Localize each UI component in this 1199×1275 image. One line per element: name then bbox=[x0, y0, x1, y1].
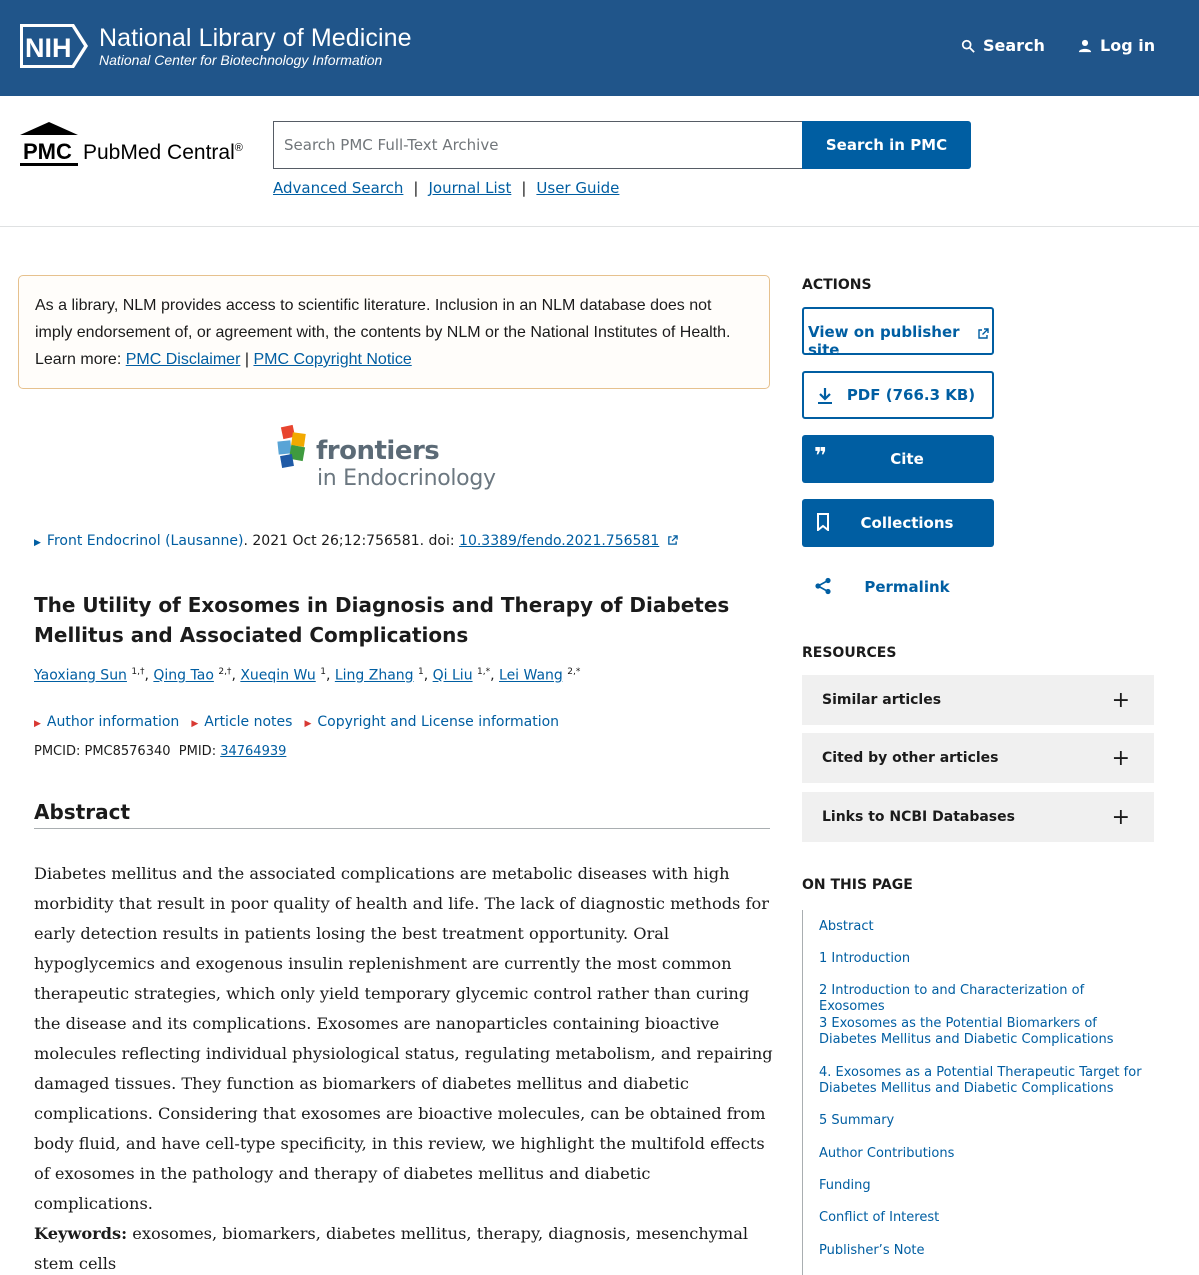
journal-logo-line2: in Endocrinology bbox=[317, 466, 496, 491]
resources-heading: RESOURCES bbox=[802, 645, 897, 661]
plus-icon: + bbox=[1111, 688, 1130, 713]
pmc-name bbox=[83, 141, 243, 165]
abstract-text: Diabetes mellitus and the associated complications are metabolic diseases with high morbidity that result in poor quality of health and life. The lack of diagnostic methods for early detection results in patients losing the best treatment opportunity. Oral hypoglycemics and exogenous insulin replenishment are currently the most common therapeutic strategies, which only yield temporary glycemic control rather than curing the disease and its complications. Exosomes are nanoparticles containing bioactive molecules reflecting individual physiological status, regulating metabolism, and repairing damaged tissues. They function as biomarkers of diabetes mellitus and diabetic complications. Considering that exosomes are bioactive molecules, can be obtained from body fluid, and have cell-type specificity, in this review, we highlight the multifold effects of exosomes in the pathology and therapy of diabetes mellitus and diabetic complications. bbox=[34, 864, 773, 1213]
toc-link-summary[interactable]: 5 Summary bbox=[819, 1113, 895, 1128]
toc-link-abstract[interactable]: Abstract bbox=[819, 919, 874, 934]
author-affiliation: 2,† bbox=[218, 667, 232, 677]
header-search-button[interactable] bbox=[961, 36, 1045, 55]
pdf-download-button[interactable] bbox=[802, 371, 994, 419]
cite-label: Cite bbox=[890, 450, 924, 468]
author-link[interactable]: Qi Liu bbox=[432, 667, 473, 684]
author-information-label: Author information bbox=[46, 714, 180, 730]
author-affiliation: 2,* bbox=[567, 667, 581, 677]
expand-triangle-icon: ▶ bbox=[34, 538, 41, 548]
frontiers-cube-icon bbox=[276, 424, 314, 470]
pmid-label: PMID: bbox=[178, 744, 217, 759]
plus-icon: + bbox=[1111, 805, 1130, 830]
search-icon bbox=[961, 39, 975, 53]
learn-more-label: Learn more: bbox=[35, 351, 122, 368]
quote-icon: ❞ bbox=[814, 444, 827, 469]
nlm-title[interactable]: National Library of Medicine bbox=[99, 24, 412, 52]
actions-heading: ACTIONS bbox=[802, 277, 872, 293]
pmc-name-text: PubMed Central bbox=[83, 141, 235, 164]
view-on-publisher-button[interactable] bbox=[802, 307, 994, 359]
toc-link-section-4[interactable]: 4. Exosomes as a Potential Therapeutic Target for Diabetes Mellitus and Diabetic Complications bbox=[819, 1065, 1142, 1096]
collections-button[interactable] bbox=[802, 499, 994, 547]
pmc-disclaimer-link[interactable]: PMC Disclaimer bbox=[125, 351, 241, 368]
journal-logo[interactable] bbox=[276, 424, 536, 496]
svg-text:NIH: NIH bbox=[25, 33, 72, 63]
separator: | bbox=[521, 179, 527, 197]
nlm-disclaimer bbox=[18, 275, 770, 389]
plus-icon: + bbox=[1111, 746, 1130, 771]
pmc-copyright-link[interactable]: PMC Copyright Notice bbox=[253, 351, 412, 368]
ncbi-links-accordion[interactable] bbox=[802, 792, 1154, 842]
author-affiliation: 1 bbox=[320, 667, 326, 677]
abstract-heading: Abstract bbox=[34, 800, 770, 829]
permalink-button[interactable] bbox=[802, 563, 994, 611]
login-button[interactable] bbox=[1078, 36, 1155, 55]
keywords-label: Keywords: bbox=[34, 1224, 128, 1243]
expand-triangle-icon: ▶ bbox=[191, 719, 199, 729]
article-notes-label: Article notes bbox=[204, 714, 293, 730]
pmc-search-input[interactable] bbox=[273, 121, 803, 169]
user-icon bbox=[1078, 39, 1092, 53]
cite-button[interactable] bbox=[802, 435, 994, 483]
pmc-search-bar bbox=[0, 96, 1199, 227]
header-search-label: Search bbox=[983, 36, 1045, 55]
article-title: The Utility of Exosomes in Diagnosis and Therapy of Diabetes Mellitus and Associated Complications bbox=[34, 593, 730, 647]
pmc-mark: PMC bbox=[23, 139, 72, 164]
search-in-pmc-button[interactable]: Search in PMC bbox=[802, 121, 971, 169]
pmc-nav-links bbox=[273, 179, 619, 197]
keywords bbox=[34, 1219, 774, 1275]
permalink-label: Permalink bbox=[864, 578, 950, 596]
keywords-text: exosomes, biomarkers, diabetes mellitus, therapy, diagnosis, mesenchymal stem cells bbox=[34, 1224, 749, 1273]
author-link[interactable]: Qing Tao bbox=[153, 667, 214, 684]
similar-articles-accordion[interactable] bbox=[802, 675, 1154, 725]
citation-line bbox=[34, 533, 678, 549]
author-affiliation: 1 bbox=[418, 667, 424, 677]
copyright-license-toggle[interactable] bbox=[304, 714, 559, 730]
separator: | bbox=[413, 179, 419, 197]
view-publisher-label: View on publisher site bbox=[808, 323, 960, 359]
on-this-page-nav bbox=[802, 910, 1154, 1275]
pmc-logo[interactable] bbox=[18, 121, 243, 167]
expand-triangle-icon: ▶ bbox=[304, 719, 312, 729]
on-this-page-heading: ON THIS PAGE bbox=[802, 877, 913, 893]
journal-list-link[interactable]: Journal List bbox=[428, 179, 512, 197]
cited-by-label: Cited by other articles bbox=[822, 750, 999, 766]
article-meta-links bbox=[34, 714, 559, 730]
author-information-toggle[interactable] bbox=[34, 714, 179, 730]
user-guide-link[interactable]: User Guide bbox=[536, 179, 620, 197]
toc-link-section-3[interactable]: 3 Exosomes as the Potential Biomarkers of Diabetes Mellitus and Diabetic Complications bbox=[819, 1016, 1114, 1047]
collections-label: Collections bbox=[860, 514, 954, 532]
external-link-icon bbox=[667, 535, 678, 546]
similar-articles-label: Similar articles bbox=[822, 692, 942, 708]
doi-link[interactable]: 10.3389/fendo.2021.756581 bbox=[459, 533, 660, 549]
toc-link-conflict-of-interest[interactable]: Conflict of Interest bbox=[819, 1210, 940, 1225]
citation-details: . 2021 Oct 26;12:756581. doi: bbox=[243, 533, 460, 549]
pmcid: PMCID: PMC8576340 bbox=[34, 744, 171, 759]
toc-link-author-contributions[interactable]: Author Contributions bbox=[819, 1146, 955, 1161]
journal-name-link[interactable]: Front Endocrinol (Lausanne) bbox=[46, 533, 244, 549]
pdf-label: PDF (766.3 KB) bbox=[846, 386, 976, 404]
toc-link-section-2[interactable]: 2 Introduction to and Characterization of Exosomes bbox=[819, 983, 1085, 1014]
ncbi-links-label: Links to NCBI Databases bbox=[822, 809, 1015, 825]
toc-link-funding[interactable]: Funding bbox=[819, 1178, 871, 1193]
login-label: Log in bbox=[1100, 36, 1156, 55]
pmc-house-icon bbox=[18, 121, 80, 167]
nih-header bbox=[0, 0, 1199, 96]
disclaimer-sep: | bbox=[244, 351, 249, 368]
external-link-icon bbox=[977, 328, 989, 340]
copyright-license-label: Copyright and License information bbox=[317, 714, 560, 730]
article-notes-toggle[interactable] bbox=[191, 714, 292, 730]
pmid-link[interactable]: 34764939 bbox=[220, 744, 287, 759]
search-placeholder: Search PMC Full-Text Archive bbox=[284, 136, 499, 154]
toc-link-introduction[interactable]: 1 Introduction bbox=[819, 951, 911, 966]
author-link[interactable]: Ling Zhang bbox=[334, 667, 414, 684]
cited-by-accordion[interactable] bbox=[802, 733, 1154, 783]
advanced-search-link[interactable]: Advanced Search bbox=[273, 179, 404, 197]
nih-logo[interactable] bbox=[18, 22, 90, 70]
article-ids bbox=[34, 744, 286, 759]
toc-link-publishers-note[interactable]: Publisher’s Note bbox=[819, 1243, 925, 1258]
author-affiliation: 1,† bbox=[131, 667, 145, 677]
expand-triangle-icon: ▶ bbox=[34, 719, 41, 729]
author-list: Yaoxiang Sun $^{1,\dagger}$, Qing Tao $^{2,\dagger}$, Xueqin Wu $^1$, Ling Zhang $^1$, Qi Liu $^{1,*}$, Lei Wang $^{2,*}$ bbox=[34, 667, 581, 684]
journal-logo-line1: frontiers bbox=[316, 436, 440, 466]
ncbi-subtitle: National Center for Biotechnology Information bbox=[99, 52, 383, 68]
disclaimer-text: As a library, NLM provides access to scientific literature. Inclusion in an NLM database does not imply endorsement of, or agreement with, the contents by NLM or the National Institutes of Health. bbox=[35, 297, 731, 341]
author-link[interactable]: Xueqin Wu bbox=[240, 667, 316, 684]
author-link[interactable]: Yaoxiang Sun bbox=[34, 667, 127, 684]
pmc-reg-mark: ® bbox=[234, 142, 243, 154]
author-affiliation: 1,* bbox=[477, 667, 491, 677]
author-link[interactable]: Lei Wang bbox=[499, 667, 563, 684]
